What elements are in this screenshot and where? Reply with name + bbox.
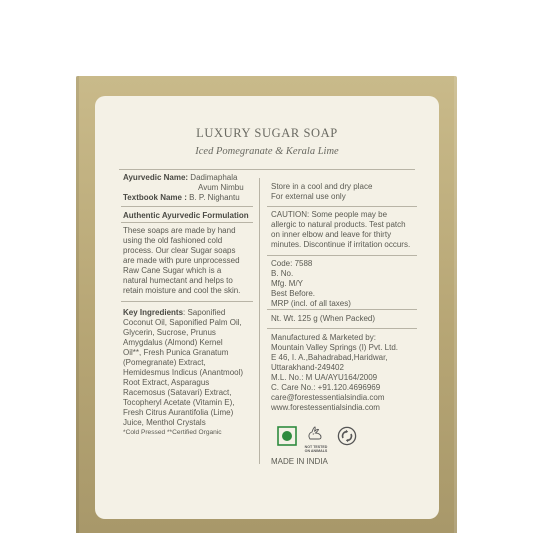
ingredients-first-line xyxy=(123,308,243,318)
ingredients-line: Racemosus (Satavari) Extract, xyxy=(123,388,232,397)
not-tested-text-2: ON ANIMALS xyxy=(304,449,328,453)
right-divider-1 xyxy=(267,206,417,207)
ingredients-footnote: *Cold Pressed **Certified Organic xyxy=(123,429,222,436)
top-divider xyxy=(119,169,415,170)
manufacturer-line: Uttarakhand-249402 xyxy=(271,363,344,372)
ingredients-line: Tocopheryl Acetate (Vitamin E), xyxy=(123,398,235,407)
product-subtitle: Iced Pomegranate & Kerala Lime xyxy=(195,146,339,157)
caution-line: on inner elbow and leave for thirty xyxy=(271,230,392,239)
ayurvedic-name-label: Ayurvedic Name: xyxy=(123,173,189,182)
made-in-india: MADE IN INDIA xyxy=(271,457,328,466)
manufacturer-line: C. Care No.: +91.120.4696969 xyxy=(271,383,381,392)
column-divider xyxy=(259,178,260,464)
veg-mark-icon xyxy=(277,426,297,446)
right-divider-2 xyxy=(267,255,417,256)
textbook-name-row xyxy=(123,193,240,203)
ingredients-line: Hemidesmus Indicus (Anantmool) xyxy=(123,368,244,377)
formulation-line: process. Our clear Sugar soaps xyxy=(123,246,236,255)
box-edge-left xyxy=(76,76,79,533)
recycle-icon xyxy=(337,426,357,446)
manufacturer-text xyxy=(271,333,398,413)
manufacturer-line: Mountain Valley Springs (I) Pvt. Ltd. xyxy=(271,343,399,352)
ingredients-line: Oil**, Fresh Punica Granatum xyxy=(123,348,229,357)
right-divider-3 xyxy=(267,309,417,310)
storage-line: Store in a cool and dry place xyxy=(271,182,373,191)
batch-line: MRP (incl. of all taxes) xyxy=(271,299,351,308)
manufacturer-line: www.forestessentialsindia.com xyxy=(271,403,380,412)
formulation-line: using the old fashioned cold xyxy=(123,236,223,245)
batch-line: Best Before. xyxy=(271,289,316,298)
manufacturer-line: M.L. No.: M UA/AYU164/2009 xyxy=(271,373,378,382)
ingredients-text xyxy=(123,308,243,437)
formulation-line: natural humectant and helps to xyxy=(123,276,233,285)
manufacturer-line: E 46, I. A.,Bahadrabad,Haridwar, xyxy=(271,353,388,362)
textbook-name-label: Textbook Name : xyxy=(123,193,187,202)
batch-line: Code: 7588 xyxy=(271,259,313,268)
ingredients-line: Root Extract, Asparagus xyxy=(123,378,210,387)
batch-line: B. No. xyxy=(271,269,294,278)
formulation-line: Raw Cane Sugar which is a xyxy=(123,266,222,275)
product-label xyxy=(95,96,439,519)
manufacturer-line: Manufactured & Marketed by: xyxy=(271,333,376,342)
caution-line: allergic to natural products. Test patch xyxy=(271,220,406,229)
not-tested-text-1: NOT TESTED xyxy=(304,445,328,449)
ingredients-line: Amygdalus (Almond) Kernel xyxy=(123,338,223,347)
storage-line: For external use only xyxy=(271,192,346,201)
ayurvedic-name-row xyxy=(123,173,237,183)
not-tested-on-animals-icon xyxy=(303,426,329,453)
net-weight: Nt. Wt. 125 g (When Packed) xyxy=(271,314,376,323)
caution-text xyxy=(271,210,410,250)
formulation-line: These soaps are made by hand xyxy=(123,226,236,235)
left-divider-3 xyxy=(121,301,253,302)
right-divider-4 xyxy=(267,328,417,329)
caution-line: minutes. Discontinue if irritation occurs. xyxy=(271,240,411,249)
ingredients-line: (Pomegranate) Extract, xyxy=(123,358,206,367)
ingredients-first-rest: : Saponified xyxy=(183,308,226,317)
rabbit-icon xyxy=(303,426,329,440)
left-divider-2 xyxy=(121,222,253,223)
ayurvedic-name-value-2: Avum Nimbu xyxy=(198,183,244,192)
formulation-text xyxy=(123,226,240,296)
ingredients-line: Juice, Menthol Crystals xyxy=(123,418,206,427)
textbook-name-value: B. P. Nighantu xyxy=(189,193,240,202)
ingredients-heading: Key Ingredients xyxy=(123,308,184,317)
formulation-line: are made with pure unprocessed xyxy=(123,256,240,265)
storage-text xyxy=(271,182,372,202)
batch-line: Mfg. M/Y xyxy=(271,279,304,288)
ayurvedic-name-value: Dadimaphala xyxy=(190,173,238,182)
left-divider-1 xyxy=(121,206,253,207)
manufacturer-line: care@forestessentialsindia.com xyxy=(271,393,385,402)
formulation-line: retain moisture and cool the skin. xyxy=(123,286,241,295)
batch-text xyxy=(271,259,351,309)
caution-line: CAUTION: Some people may be xyxy=(271,210,388,219)
ingredients-line: Coconut Oil, Saponified Palm Oil, xyxy=(123,318,242,327)
ingredients-line: Fresh Citrus Aurantifolia (Lime) xyxy=(123,408,234,417)
ingredients-line: Glycerin, Sucrose, Prunus xyxy=(123,328,216,337)
product-title: LUXURY SUGAR SOAP xyxy=(196,126,338,140)
box-edge-right xyxy=(454,76,457,533)
formulation-heading: Authentic Ayurvedic Formulation xyxy=(123,211,249,220)
